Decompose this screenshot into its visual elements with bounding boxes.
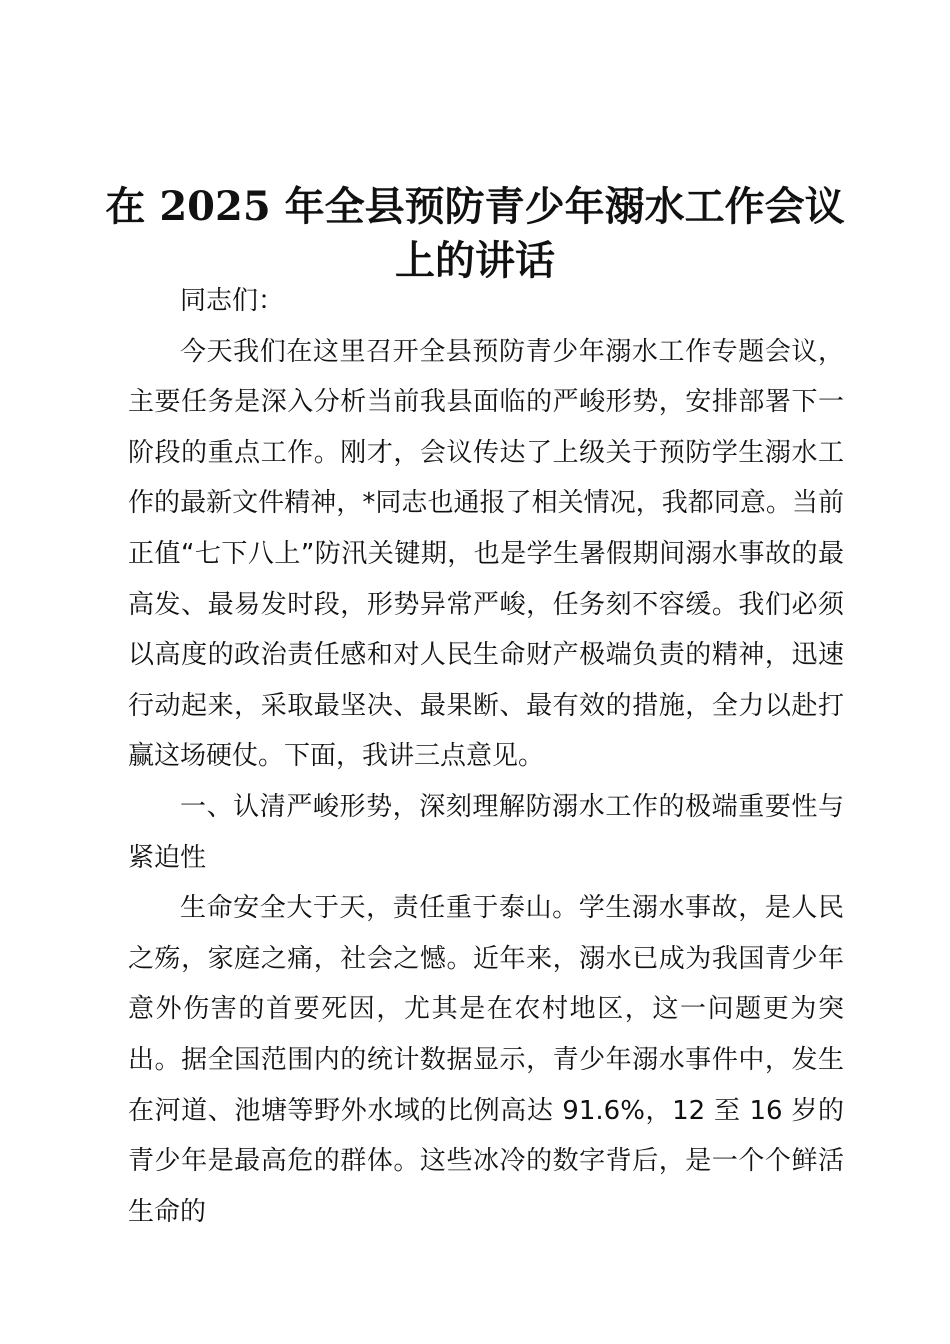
intro-paragraph: 今天我们在这里召开全县预防青少年溺水工作专题会议，主要任务是深入分析当前我县面临的严峻形势，安排部署下一阶段的重点工作。刚才，会议传达了上级关于预防学生溺水工作的最新文件精神，*同志也通报了相关情况，我都同意。当前正值“七下八上”防汛关键期，也是学生暑假期间溺水事故的最高发、最易发时段，形势异常严峻，任务刻不容缓。我们必须以高度的政治责任感和对人民生命财产极端负责的精神，迅速行动起来，采取最坚决、最果断、最有效的措施，全力以赴打赢这场硬仗。下面，我讲三点意见。 — [128, 336, 844, 772]
section-heading-1: 一、认清严峻形势，深刻理解防溺水工作的极端重要性与紧迫性 — [128, 791, 844, 873]
document-title: 在 2025 年全县预防青少年溺水工作会议上的讲话 — [105, 183, 845, 284]
salutation-paragraph: 同志们： — [180, 286, 285, 316]
section-1-paragraph: 生命安全大于天，责任重于泰山。学生溺水事故，是人民之殇，家庭之痛，社会之憾。近年来，溺水已成为我国青少年意外伤害的首要死因，尤其是在农村地区，这一问题更为突出。据全国范围内的统计数据显示，青少年溺水事件中，发生在河道、池塘等野外水域的比例高达 91.6%，12 至 16 岁的青少年是最高危的群体。这些冰冷的数字背后，是一个个鲜活生命的 — [128, 893, 844, 1227]
document-body — [128, 276, 844, 1237]
